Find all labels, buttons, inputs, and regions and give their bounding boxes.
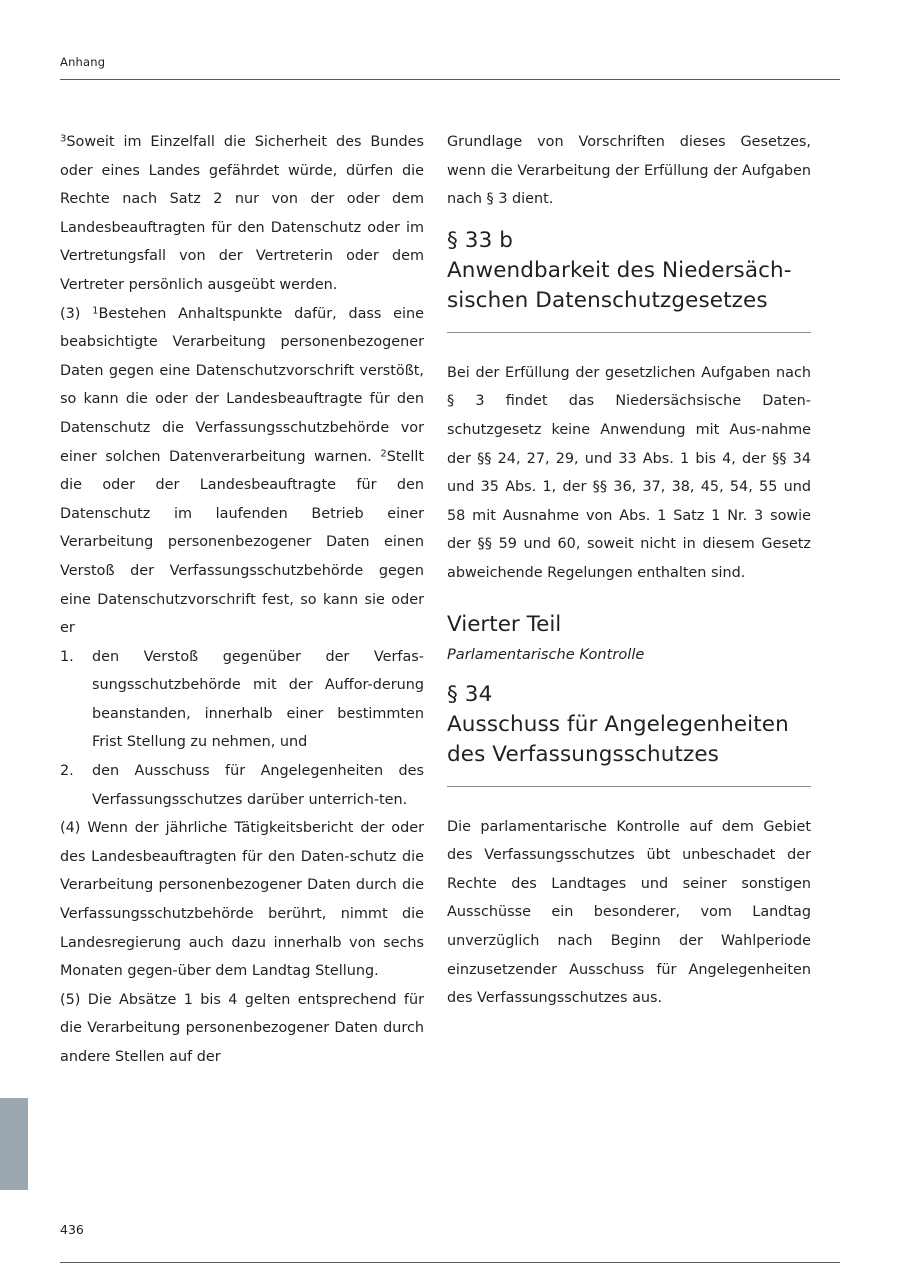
section-heading-34 bbox=[447, 680, 811, 770]
paragraph-3-text-2: Stellt die oder der Landesbeauftragte für den Datenschutz im laufenden Betrieb einer Verarbeitung personenbezogener Daten einen Verstoß der Verfassungsschutzbehörde gegen eine Datenschutzvorschrift fest, so kann sie oder er bbox=[60, 448, 424, 637]
running-head: Anhang bbox=[60, 55, 106, 69]
list-item bbox=[60, 757, 424, 814]
page-number: 436 bbox=[60, 1222, 84, 1237]
paragraph-3-block bbox=[60, 300, 424, 643]
part-heading: Vierter Teil bbox=[447, 611, 562, 637]
section-thumb-tab bbox=[0, 1098, 28, 1190]
right-column bbox=[447, 128, 811, 1013]
spacer bbox=[447, 333, 811, 359]
section-34-body: Die parlamentarische Kontrolle auf dem Gebiet des Verfassungsschutzes übt unbeschadet der Rechte des Landtages und seiner sonstigen Ausschüsse ein besonderer, vom Landtag unverzüglich nach Beginn der Wahlperiode einzusetzender Ausschuss für Angelegenheiten des Verfassungsschutzes aus. bbox=[447, 818, 811, 1007]
footnote-marker-2: 2 bbox=[380, 448, 387, 460]
paragraph-3-text-1: Bestehen Anhaltspunkte dafür, dass eine beabsichtigte Verarbeitung personenbezogener Daten gegen eine Datenschutzvorschrift verstößt, so kann die oder der Landesbeauftragte für den Datenschutz die Verfassungsschutzbehörde vor einer solchen Datenverarbeitung warnen. bbox=[60, 305, 424, 465]
paragraph-3-text: Soweit im Einzelfall die Sicherheit des Bundes oder eines Landes gefährdet würde, dürfen die Rechte nach Satz 2 nur von der oder dem Landesbeauftragten für den Datenschutz oder im Vertretungsfall von der Vertreterin oder dem Vertreter persönlich ausgeübt werden. bbox=[60, 134, 424, 293]
list-item bbox=[60, 643, 424, 757]
section-number-34: § 34 bbox=[447, 681, 493, 707]
spacer bbox=[447, 588, 811, 610]
paragraph-5: (5) Die Absätze 1 bis 4 gelten entsprechend für die Verarbeitung personenbezogener Daten durch andere Stellen auf der bbox=[60, 991, 424, 1065]
section-number-33b: § 33 b bbox=[447, 227, 514, 253]
paragraph-5-continuation: Grundlage von Vorschriften dieses Gesetzes, wenn die Verarbeitung der Erfüllung der Aufgaben nach § 3 dient. bbox=[447, 134, 811, 208]
list-item-marker: 1. bbox=[60, 648, 74, 665]
list-item-text: den Verstoß gegenüber der Verfas-sungsschutzbehörde mit der Auffor-derung beanstanden, innerhalb einer bestimmten Frist Stellung zu nehmen, und bbox=[92, 648, 424, 751]
section-title-33b-line1: Anwendbarkeit des Niedersäch- bbox=[447, 257, 792, 283]
footer-rule bbox=[60, 1262, 840, 1263]
section-title-33b-line2: sischen Datenschutzgesetzes bbox=[447, 287, 768, 313]
section-title-34-line1: Ausschuss für Angelegenheiten bbox=[447, 711, 789, 737]
section-33b-body: Bei der Erfüllung der gesetzlichen Aufgaben nach § 3 findet das Niedersächsische Daten-schutzgesetz keine Anwendung mit Aus-nahme der §§ 24, 27, 29, und 33 Abs. 1 bis 4, der §§ 34 und 35 Abs. 1, der §§ 36, 37, 38, 45, 54, 55 und 58 mit Ausnahme von Abs. 1 Satz 1 Nr. 3 sowie der §§ 59 und 60, soweit nicht in diesem Gesetz abweichende Regelungen enthalten sind. bbox=[447, 364, 811, 581]
footnote-marker-1: 1 bbox=[92, 305, 99, 317]
footnote-marker: 3 bbox=[60, 133, 67, 145]
left-column bbox=[60, 128, 424, 1072]
paragraph-number: (3) bbox=[60, 305, 93, 322]
list-item-text: den Ausschuss für Angelegenheiten des Verfassungsschutzes darüber unterrich-ten. bbox=[92, 763, 424, 808]
numbered-list bbox=[60, 643, 424, 815]
list-item-marker: 2. bbox=[60, 763, 74, 780]
header-rule bbox=[60, 79, 840, 80]
paragraph-4: (4) Wenn der jährliche Tätigkeitsbericht der oder des Landesbeauftragten für den Daten-schutz die Verarbeitung personenbezogener Daten durch die Verfassungsschutzbehörde berührt, nimmt die Landesregierung auch dazu innerhalb von sechs Monaten gegen-über dem Landtag Stellung. bbox=[60, 820, 424, 980]
part-subtitle: Parlamentarische Kontrolle bbox=[447, 645, 645, 663]
paragraph-3-sentence-3 bbox=[60, 128, 424, 300]
section-heading-33b bbox=[447, 226, 811, 316]
section-title-34-line2: des Verfassungsschutzes bbox=[447, 741, 719, 767]
spacer bbox=[447, 787, 811, 813]
